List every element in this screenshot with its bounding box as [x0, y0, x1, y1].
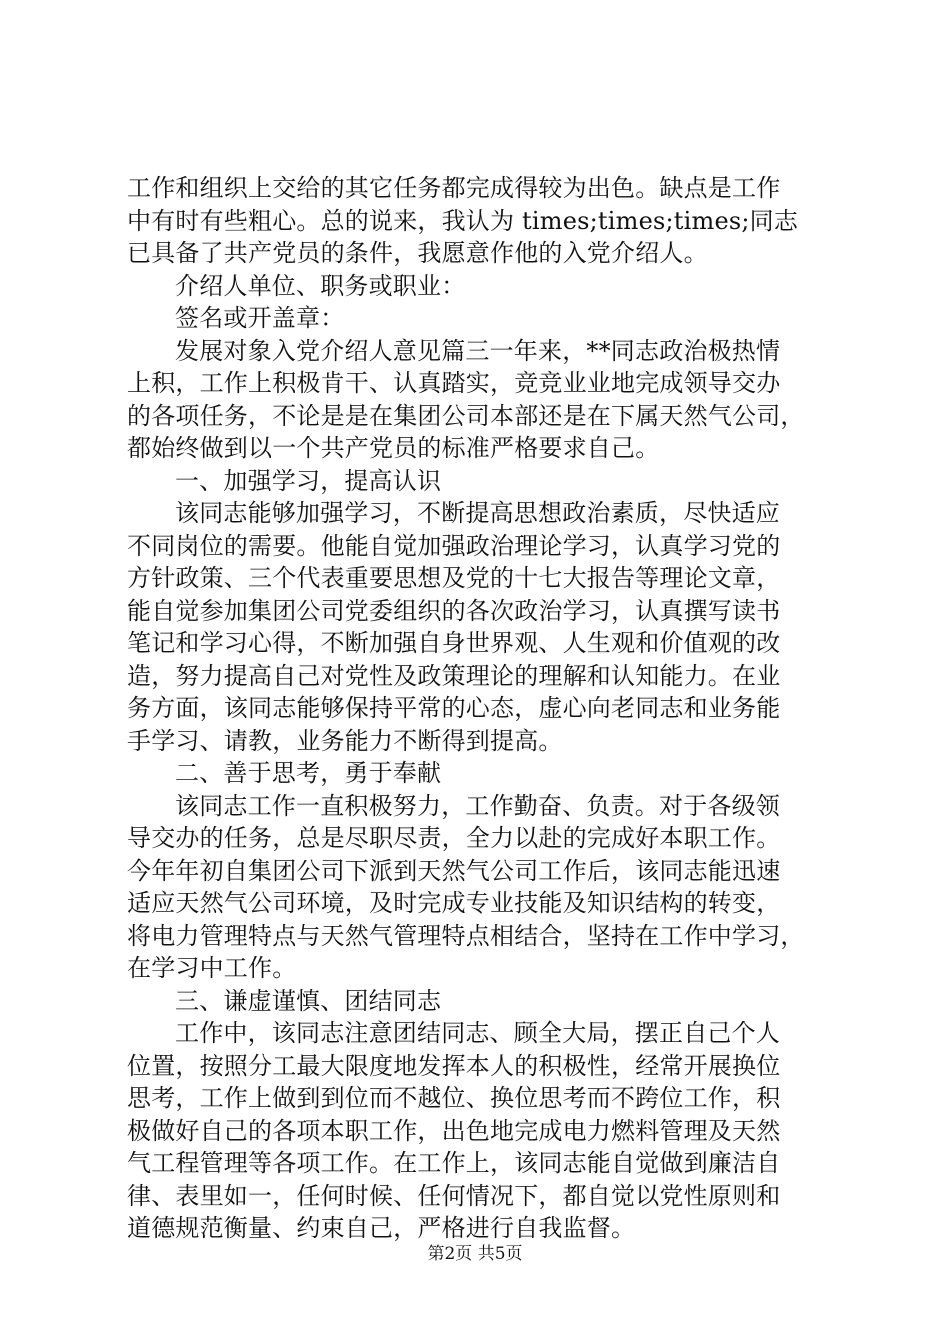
text-line: 三、谦虚谨慎、团结同志	[175, 986, 442, 1015]
text-line: 手学习、请教，业务能力不断得到提高。	[127, 726, 563, 755]
text-line: 将电力管理特点与天然气管理特点相结合，坚持在工作中学习，	[127, 921, 805, 950]
text-line: 务方面，该同志能够保持平常的心态，虚心向老同志和业务能	[127, 694, 781, 722]
text-line: 不同岗位的需要。他能自觉加强政治理论学习，认真学习党的	[127, 531, 781, 560]
text-line: 签名或开盖章：	[175, 304, 345, 332]
text-line: 思考，工作上做到到位而不越位、换位思考而不跨位工作，积	[127, 1084, 781, 1112]
text-line: 极做好自己的各项本职工作，出色地完成电力燃料管理及天然	[127, 1116, 781, 1145]
text-line: 适应天然气公司环境，及时完成专业技能及知识结构的转变，	[127, 889, 781, 917]
document-body	[127, 172, 827, 1245]
text-line: 二、善于思考，勇于奉献	[175, 759, 442, 787]
text-line: 已具备了共产党员的条件，我愿意作他的入党介绍人。	[127, 239, 708, 267]
page-footer: 第2页 共5页	[427, 1244, 523, 1264]
text-line: 都始终做到以一个共产党员的标准严格要求自己。	[127, 434, 660, 462]
text-line: 工作和组织上交给的其它任务都完成得较为出色。缺点是工作	[127, 174, 781, 202]
text-line: 中有时有些粗心。总的说来，我认为 times;times;times;同志	[127, 206, 799, 235]
text-line: 导交办的任务，总是尽职尽责，全力以赴的完成好本职工作。	[127, 824, 781, 852]
text-line: 位置，按照分工最大限度地发挥本人的积极性，经常开展换位	[127, 1051, 781, 1080]
text-line: 的各项任务，不论是是在集团公司本部还是在下属天然气公司，	[127, 401, 805, 430]
text-line: 今年年初自集团公司下派到天然气公司工作后，该同志能迅速	[127, 856, 781, 885]
text-line: 律、表里如一，任何时候、任何情况下，都自觉以党性原则和	[127, 1181, 781, 1210]
text-line: 该同志工作一直积极努力，工作勤奋、负责。对于各级领	[175, 791, 780, 820]
text-line: 发展对象入党介绍人意见篇三一年来，**同志政治极热情	[175, 336, 781, 365]
text-line: 在学习中工作。	[127, 954, 297, 982]
text-line: 能自觉参加集团公司党委组织的各次政治学习，认真撰写读书	[127, 596, 781, 625]
text-line: 工作中，该同志注意团结同志、顾全大局，摆正自己个人	[175, 1019, 780, 1047]
text-line: 气工程管理等各项工作。在工作上，该同志能自觉做到廉洁自	[127, 1149, 781, 1177]
text-line: 介绍人单位、职务或职业：	[175, 271, 466, 300]
text-line: 上积，工作上积极肯干、认真踏实，竞竞业业地完成领导交办	[127, 369, 781, 397]
text-line: 道德规范衡量、约束自己，严格进行自我监督。	[127, 1214, 636, 1242]
text-line: 一、加强学习，提高认识	[175, 466, 442, 495]
text-line: 造，努力提高自己对党性及政策理论的理解和认知能力。在业	[127, 661, 781, 690]
text-line: 该同志能够加强学习，不断提高思想政治素质，尽快适应	[175, 499, 780, 527]
text-line: 方针政策、三个代表重要思想及党的十七大报告等理论文章，	[127, 564, 781, 592]
text-line: 笔记和学习心得，不断加强自身世界观、人生观和价值观的改	[127, 629, 781, 657]
